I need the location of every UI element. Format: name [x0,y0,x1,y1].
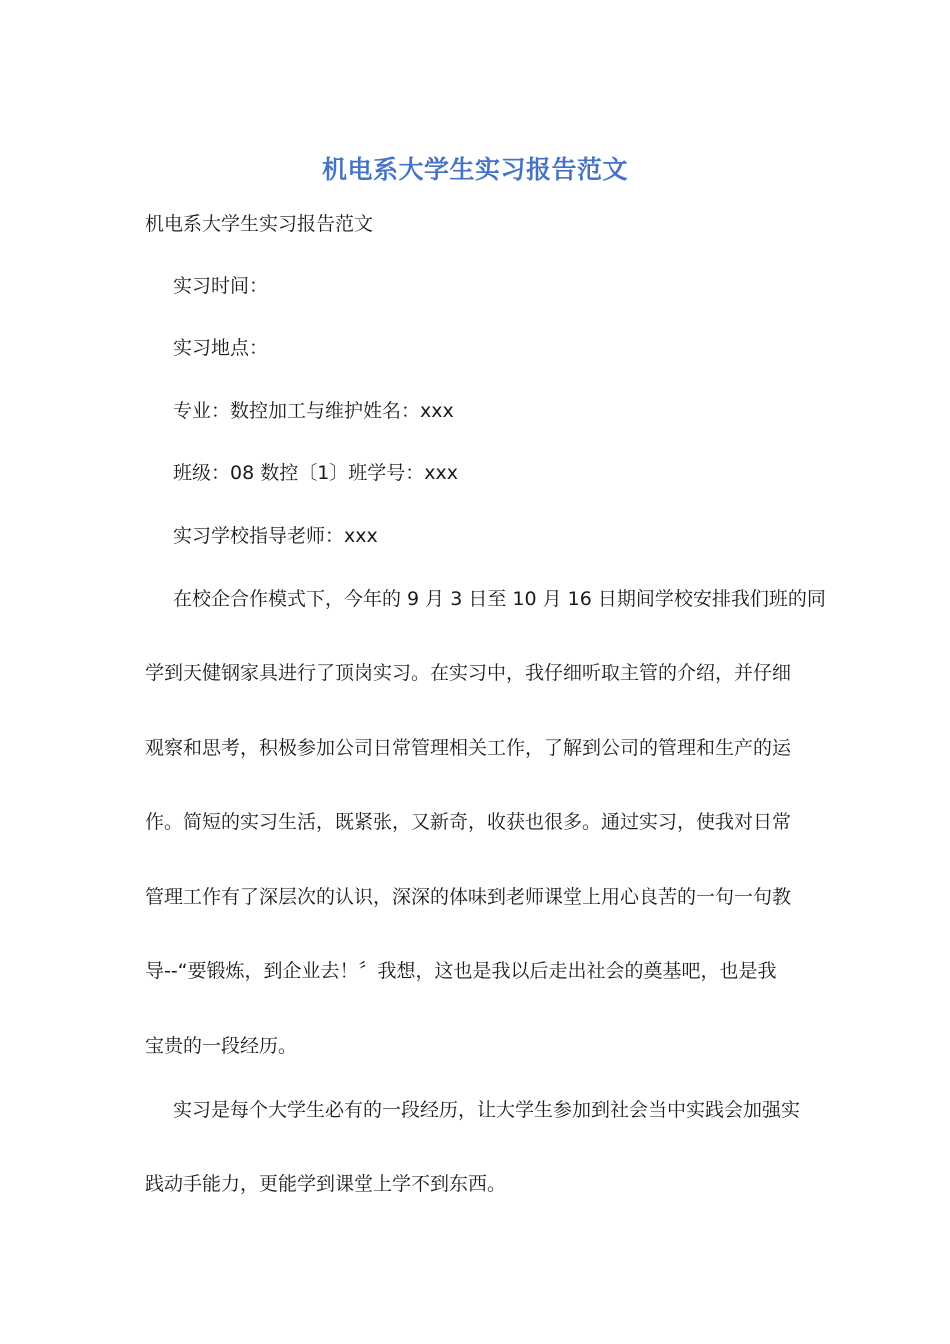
paragraph1-line: 导--“要锻炼，到企业去！〞我想，这也是我以后走出社会的奠基吧，也是我 [145,960,777,982]
paragraph1-line: 观察和思考，积极参加公司日常管理相关工作，了解到公司的管理和生产的运 [145,737,792,759]
paragraph1-line: 在校企合作模式下，今年的 9 月 3 日至 10 月 16 日期间学校安排我们班的同 [173,588,826,610]
document-title: 机电系大学生实习报告范文 [321,155,628,184]
info-place: 实习地点： [173,337,269,359]
info-time: 实习时间： [173,275,269,297]
paragraph1-line: 作。简短的实习生活，既紧张，又新奇，收获也很多。通过实习，使我对日常 [145,811,792,833]
paragraph1-line: 宝贵的一段经历。 [145,1035,298,1057]
paragraph1-line: 学到天健钢家具进行了顶岗实习。在实习中，我仔细听取主管的介绍，并仔细 [145,662,792,684]
info-teacher: 实习学校指导老师：xxx [173,525,378,547]
info-class: 班级：08 数控〔1〕班学号：xxx [173,462,459,484]
paragraph2-line: 践动手能力，更能学到课堂上学不到东西。 [145,1173,507,1195]
paragraph1-line: 管理工作有了深层次的认识，深深的体味到老师课堂上用心良苦的一句一句教 [145,886,792,908]
document-subtitle: 机电系大学生实习报告范文 [145,213,374,235]
info-major: 专业：数控加工与维护姓名：xxx [173,400,454,422]
paragraph2-line: 实习是每个大学生必有的一段经历，让大学生参加到社会当中实践会加强实 [173,1099,801,1121]
